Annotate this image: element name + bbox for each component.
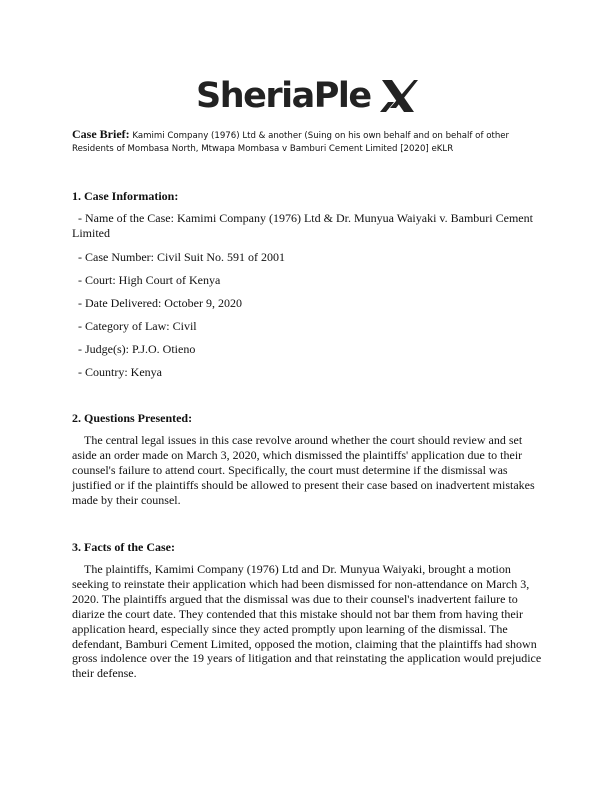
section-heading-facts: 3. Facts of the Case: (72, 540, 175, 554)
case-info-category: - Category of Law: Civil (78, 319, 197, 333)
case-info-court: - Court: High Court of Kenya (78, 273, 221, 287)
sheriaplex-logo (0, 72, 612, 122)
case-info-country: - Country: Kenya (78, 365, 162, 379)
case-info-number: - Case Number: Civil Suit No. 591 of 2001 (78, 250, 285, 264)
case-brief-label: Case Brief: (72, 127, 130, 141)
case-info-date: - Date Delivered: October 9, 2020 (78, 296, 242, 310)
case-info-name: - Name of the Case: Kamimi Company (1976) Ltd & Dr. Munyua Waiyaki v. Bamburi Cement Limited (72, 211, 533, 240)
case-brief-text: Kamimi Company (1976) Ltd & another (Suing on his own behalf and on behalf of other Residents of Mombasa North, Mtwapa Mombasa v Bamburi Cement Limited [2020] eKLR (72, 131, 510, 154)
facts-paragraph: The plaintiffs, Kamimi Company (1976) Ltd and Dr. Munyua Waiyaki, brought a motion seeking to reinstate their application which had been dismissed for non-attendance on March 3, 2020. The plaintiffs argued that the dismissal was due to their counsel's inadvertent failure to diarize the court date. They contended that this mistake should not bar them from having their application heard, especially since they acted promptly upon learning of the dismissal. The defendant, Bamburi Cement Limited, opposed the motion, claiming that the plaintiffs had shown gross indolence over the 19 years of litigation and that reinstating the application would prejudice their defense. (72, 562, 542, 681)
questions-paragraph: The central legal issues in this case revolve around whether the court should review and set aside an order made on March 3, 2020, which dismissed the plaintiffs' application due to their counsel's failure to attend court. Specifically, the court must determine if the dismissal was justified or if the plaintiffs should be allowed to present their case based on inadvertent mistakes made by their counsel. (72, 433, 535, 507)
logo-text: SheriaPle (196, 76, 371, 116)
x-mark-icon (378, 78, 418, 114)
case-info-judges: - Judge(s): P.J.O. Otieno (78, 342, 196, 356)
case-brief (72, 128, 542, 156)
section-heading-case-information: 1. Case Information: (72, 189, 179, 203)
section-heading-questions-presented: 2. Questions Presented: (72, 411, 193, 425)
